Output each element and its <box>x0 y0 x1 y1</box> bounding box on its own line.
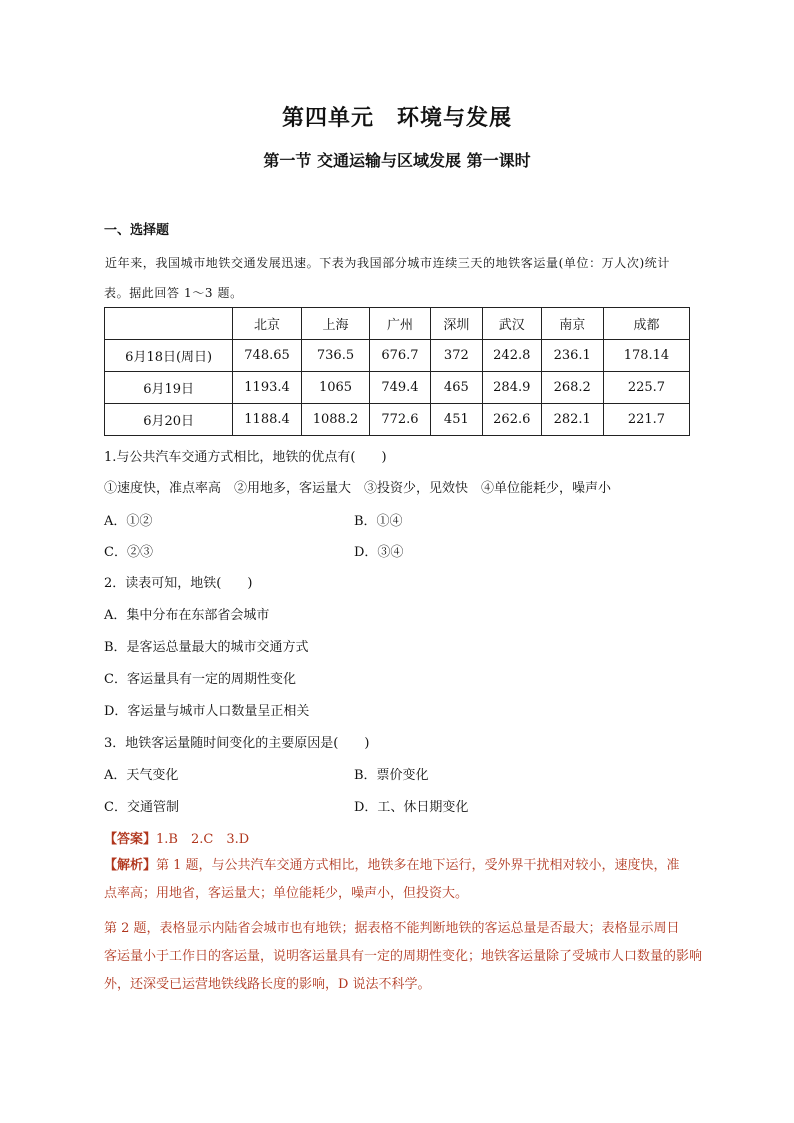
question-3-option-a: A．天气变化 <box>104 768 179 783</box>
section-heading: 一、选择题 <box>104 223 170 238</box>
analysis-p1-line1: 第 1 题，与公共汽车交通方式相比，地铁多在地下运行，受外界干扰相对较小，速度快，准 <box>156 858 680 873</box>
intro-line-1: 近年来，我国城市地铁交通发展迅速。下表为我国部分城市连续三天的地铁客运量(单位：万人次)统计 <box>105 256 670 270</box>
table-cell: 676.7 <box>370 340 430 372</box>
analysis-p2-line1: 第 2 题，表格显示内陆省会城市也有地铁；据表格不能判断地铁的客运总量是否最大；表格显示周日 <box>104 921 680 936</box>
analysis-p2-line2: 客运量小于工作日的客运量，说明客运量具有一定的周期性变化；地铁客运量除了受城市人口数量的影响 <box>104 949 703 964</box>
table-cell: 451 <box>430 404 482 436</box>
subway-ridership-table <box>104 307 690 436</box>
table-cell: 372 <box>430 340 482 372</box>
table-header-cell: 深圳 <box>430 308 482 340</box>
analysis-tag: 【解析】 <box>104 858 157 873</box>
answer-text: 1.B 2.C 3.D <box>156 832 250 847</box>
table-header-row <box>105 308 690 340</box>
table-cell: 225.7 <box>603 372 689 404</box>
question-1-option-d: D．③④ <box>354 545 404 560</box>
table-header-cell: 南京 <box>541 308 603 340</box>
table-row <box>105 372 690 404</box>
table-cell: 268.2 <box>541 372 603 404</box>
table-cell: 178.14 <box>603 340 689 372</box>
table-header-cell: 北京 <box>233 308 301 340</box>
table-cell: 242.8 <box>483 340 542 372</box>
unit-title: 第四单元 环境与发展 <box>281 105 512 131</box>
question-3-option-b: B．票价变化 <box>354 768 429 783</box>
table-header-cell <box>105 308 233 340</box>
question-2-option-b: B．是客运总量最大的城市交通方式 <box>104 640 309 655</box>
question-1-option-c: C．②③ <box>104 545 153 560</box>
question-1-statements: ①速度快，准点率高 ②用地多，客运量大 ③投资少，见效快 ④单位能耗少，噪声小 <box>104 481 612 496</box>
question-1-stem: 1.与公共汽车交通方式相比，地铁的优点有( ) <box>104 450 387 465</box>
question-3-option-c: C．交通管制 <box>104 800 179 815</box>
question-2-option-c: C．客运量具有一定的周期性变化 <box>104 672 296 687</box>
table-cell: 236.1 <box>541 340 603 372</box>
table-cell: 748.65 <box>233 340 301 372</box>
question-3-stem: 3．地铁客运量随时间变化的主要原因是( ) <box>104 736 370 751</box>
table-cell: 736.5 <box>301 340 369 372</box>
table-cell: 1188.4 <box>233 404 301 436</box>
analysis-p1-line2: 点率高；用地省，客运量大；单位能耗少，噪声小，但投资大。 <box>104 886 469 901</box>
table-cell: 6月20日 <box>105 404 233 436</box>
table-cell: 262.6 <box>483 404 542 436</box>
table-cell: 749.4 <box>370 372 430 404</box>
table-cell: 1088.2 <box>301 404 369 436</box>
table-cell: 1193.4 <box>233 372 301 404</box>
table-cell: 465 <box>430 372 482 404</box>
table-cell: 772.6 <box>370 404 430 436</box>
question-3-option-d: D．工、休日期变化 <box>354 800 469 815</box>
table-cell: 6月19日 <box>105 372 233 404</box>
question-2-option-d: D．客运量与城市人口数量呈正相关 <box>104 704 310 719</box>
analysis-paragraph-1 <box>104 852 694 908</box>
question-1-option-a: A．①② <box>104 514 153 529</box>
question-1-option-b: B．①④ <box>354 514 403 529</box>
question-2-stem: 2．读表可知，地铁( ) <box>104 576 253 591</box>
table-header-cell: 成都 <box>603 308 689 340</box>
table-header-cell: 广州 <box>370 308 430 340</box>
lesson-subtitle: 第一节 交通运输与区域发展 第一课时 <box>263 151 531 170</box>
question-2-option-a: A．集中分布在东部省会城市 <box>104 608 270 623</box>
analysis-p2-line3: 外，还深受已运营地铁线路长度的影响，D 说法不科学。 <box>104 977 431 992</box>
table-cell: 6月18日(周日) <box>105 340 233 372</box>
table-cell: 1065 <box>301 372 369 404</box>
answer-tag: 【答案】 <box>104 832 157 847</box>
table-cell: 284.9 <box>483 372 542 404</box>
table-row <box>105 340 690 372</box>
answer-line <box>104 828 249 847</box>
table-header-cell: 武汉 <box>483 308 542 340</box>
table-header-cell: 上海 <box>301 308 369 340</box>
table-cell: 282.1 <box>541 404 603 436</box>
intro-line-2: 表。据此回答 1～3 题。 <box>104 286 243 300</box>
question-intro <box>104 248 694 308</box>
table-cell: 221.7 <box>603 404 689 436</box>
analysis-paragraph-2 <box>104 915 703 999</box>
table-row <box>105 404 690 436</box>
